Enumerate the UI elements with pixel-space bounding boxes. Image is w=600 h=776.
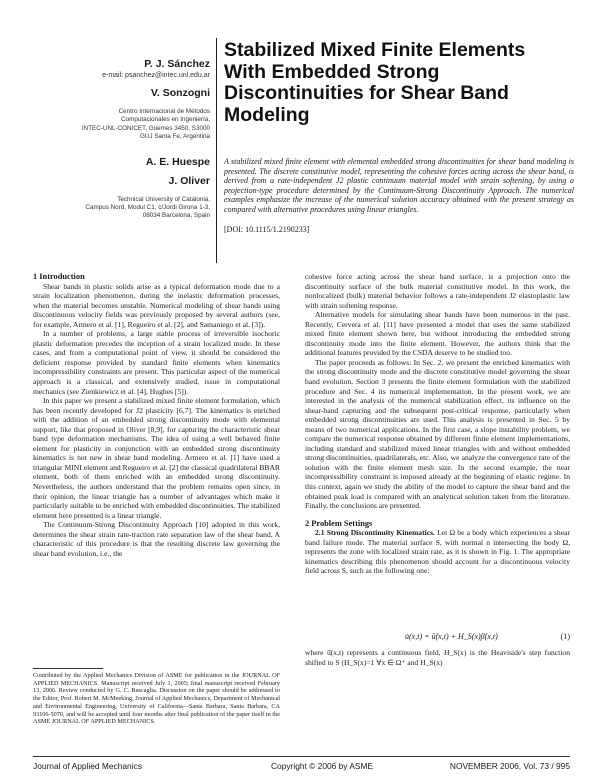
- affiliation-line: 08034 Barcelona, Spain: [142, 212, 210, 220]
- left-column: [33, 272, 280, 558]
- footnote-rule: [33, 668, 103, 669]
- affiliation-line: GUJ Santa Fe, Argentina: [139, 133, 210, 141]
- section-heading: 2 Problem Settings: [305, 518, 373, 528]
- equation-number: (1): [560, 632, 570, 641]
- body-paragraph: where ū̇(x,t) represents a continuous field, H_S(x) is the Heaviside's step function shifted to S (H_S(x)=1 ∀x ∈ Ω⁺ and H_S(x): [305, 648, 570, 667]
- footer-issue: NOVEMBER 2006, Vol. 73 / 995: [449, 761, 570, 771]
- body-paragraph: cohesive force acting across the shear band surface, is a projection onto the discontinuity surface of the bulk material constitutive model. In this work, the nonlocalized (bulk) material behavior follows a rate-independent J2 elastoplastic law with strain softening response.: [305, 272, 570, 310]
- title-line: Discontinuities for Shear Band: [224, 82, 509, 104]
- author-name: J. Oliver: [168, 174, 210, 187]
- body-paragraph: [305, 528, 570, 576]
- header-divider: [216, 38, 217, 263]
- body-paragraph: The paper proceeds as follows: In Sec. 2, we present the enriched kinematics with the strong discontinuity mode and the discrete constitutive model governing the shear band evolution. Section 3 presents the finite element formulation with the stabilized procedure and Sec. 4 its numerical implementation. In the present work, we are interested in the analysis of the numerical stabilization effect, its influence on the shear-band capturing and the subsequent post-critical response, particularly when embedded strong discontinuities are used. This analysis is presented in Sec. 5 by means of two numerical applications. In the first case, a slope instability problem, we compare the numerical response obtained by different finite element implementations, including standard and stabilized mixed linear triangles with and without embedded strong discontinuities, quadrilaterals, etc. Also, we analyze the convergence rate of the solution with the finite element mesh size. In the second example, the near incompressibility constraint is imposed already at the beginning of elastic regime. In this context, again we study the ability of the model to capture the shear band and the obtained peak load is compared with an analytical solution taken from the literature. Finally, the conclusions are presented.: [305, 357, 570, 511]
- paper-title: [224, 40, 564, 126]
- section-heading: 1 Introduction: [33, 272, 85, 281]
- title-line: Modeling: [224, 103, 310, 126]
- body-paragraph: In this paper we present a stabilized mixed finite element formulation, which has been recently developed for J2 plasticity [6,7]. The kinematics is enriched with the addition of an embedded strong discontinuity mode with elemental support, like that proposed in Oliver [8,9], for capturing the characteristic shear band type deformation mechanisms. The idea of using a well behaved finite element for plasticity in conjunction with an embedded strong discontinuity kinematics is not new in shear band modeling. Armero et al. [1] have used a triangular MINI element and Regueiro et al. [2] the classical quadrilateral BBAR element, both of them enriched with an embedded strong discontinuity. Nevertheless, the authors understand that the problem remains open since, in their opinion, the linear triangle has a number of advantages which make it particularly suitable to be enriched with embedded discontinuities. The stabilized element here presented is a linear triangle.: [33, 396, 280, 520]
- title-line: Stabilized Mixed Finite Elements: [224, 39, 526, 61]
- page-footer: [33, 756, 570, 771]
- author-name: P. J. Sánchez: [144, 58, 210, 70]
- body-paragraph: Shear bands in plastic solids arise as a typical deformation mode due to a strain localization phenomenon, during the inelastic deformation processes, when the material becomes unstable. Numerical modeling of shear bands using discontinuous velocity fields was previously proposed by several authors (see, for example, Armero et al. [1], Regueiro et al. [2], and Samaniego et al. [3]).: [33, 281, 280, 329]
- doi: [DOI: 10.1115/1.2190233]: [224, 225, 310, 234]
- footnote: Contributed by the Applied Mechanics Division of ASME for publication in the JOURNAL OF APPLIED MECHANICS. Manuscript received July 1, 2005; final manuscript received February 13, 2006. Review conducted by G. C. Buscaglia. Discussion on the paper should be addressed to the Editor, Prof. Robert M. McMeeking, Journal of Applied Mechanics, Department of Mechanical and Environmental Engineering, University of California—Santa Barbara, Santa Barbara, CA 93106-5070, and will be accepted until four months after final publication of the paper itself in the ASME JOURNAL OF APPLIED MECHANICS.: [33, 672, 280, 726]
- right-column: [305, 272, 570, 576]
- author-block: [20, 58, 210, 221]
- body-paragraph: In a number of problems, a large stable process of irreversible isochoric plastic deformation precedes the inception of a strain localized mode. In these cases, and from a computational point of view, it should be considered the deficient response provided by standard finite elements when kinematics incompressibility constraints are present. This particular aspect of the numerical approach is a classical, and extensively studied, issue in computational mechanics (see Zienkiewicz et al. [4], Hughes [5]).: [33, 329, 280, 396]
- equation: u̇(x,t) = ū̇(x,t) + H_S(x)β̇(x,t): [405, 632, 498, 641]
- affiliation-line: Computacionales en Ingeniería,: [121, 116, 210, 124]
- title-line: With Embedded Strong: [224, 60, 440, 83]
- author-name: A. E. Huespe: [145, 155, 210, 168]
- footer-journal: Journal of Applied Mechanics: [33, 761, 142, 771]
- body-paragraph: The Continuum-Strong Discontinuity Approach [10] adopted in this work, determines the shear strain rate-traction rate separation law of the shear band. A characteristic of this procedure is that the resulting discrete law governing the shear band evolution, i.e., the: [33, 520, 280, 558]
- footer-copyright: Copyright © 2006 by ASME: [271, 761, 374, 771]
- author-email: e-mail: psanchez@intec.unl.edu.ar: [102, 72, 210, 79]
- author-name: V. Sonzogni: [150, 87, 210, 99]
- body-paragraph: Alternative models for simulating shear bands have been numerous in the past. Recently, Cervera et al. [11] have presented a model that uses the same stabilized mixed finite element shown here, but without introducing the embedded strong discontinuity mode into the finite element. However, the authors think that the additional features provided by the CSDA deserve to be studied too.: [305, 310, 570, 358]
- subsection-text: Let Ω be a body which experiences a shear band failure mode. The material surface S, with normal n intersecting the body Ω, represents the zone with localized strain rate, as it is shown in Fig. 1. The appropriate kinematics describing this phenomenon should account for a discontinuous velocity field across S, such as the following one:: [305, 528, 571, 576]
- affiliation-line: Campus Nord, Modul C1, c/Jordi Girona 1-3,: [85, 204, 210, 212]
- equation-explanation: [305, 648, 570, 667]
- affiliation-line: Technical University of Catalonia,: [117, 195, 210, 203]
- affiliation-line: Centro Internacional de Métodos: [118, 108, 210, 115]
- subsection-heading: 2.1 Strong Discontinuity Kinematics.: [315, 528, 435, 538]
- affiliation-line: INTEC-UNL-CONICET, Güemes 3450, S3000: [81, 124, 210, 132]
- abstract: A stabilized mixed finite element with elemental embedded strong discontinuities for shear band modeling is presented. The discrete constitutive model, representing the cohesive forces acting across the shear band, is derived from a rate-independent J2 plastic continuum material model with strain softening, by using a projection-type procedure determined by the Continuum-Strong Discontinuity Approach. The numerical examples emphasize the increase of the numerical solution accuracy obtained with the present strategy as compared with alternative procedures using linear triangles.: [224, 157, 574, 214]
